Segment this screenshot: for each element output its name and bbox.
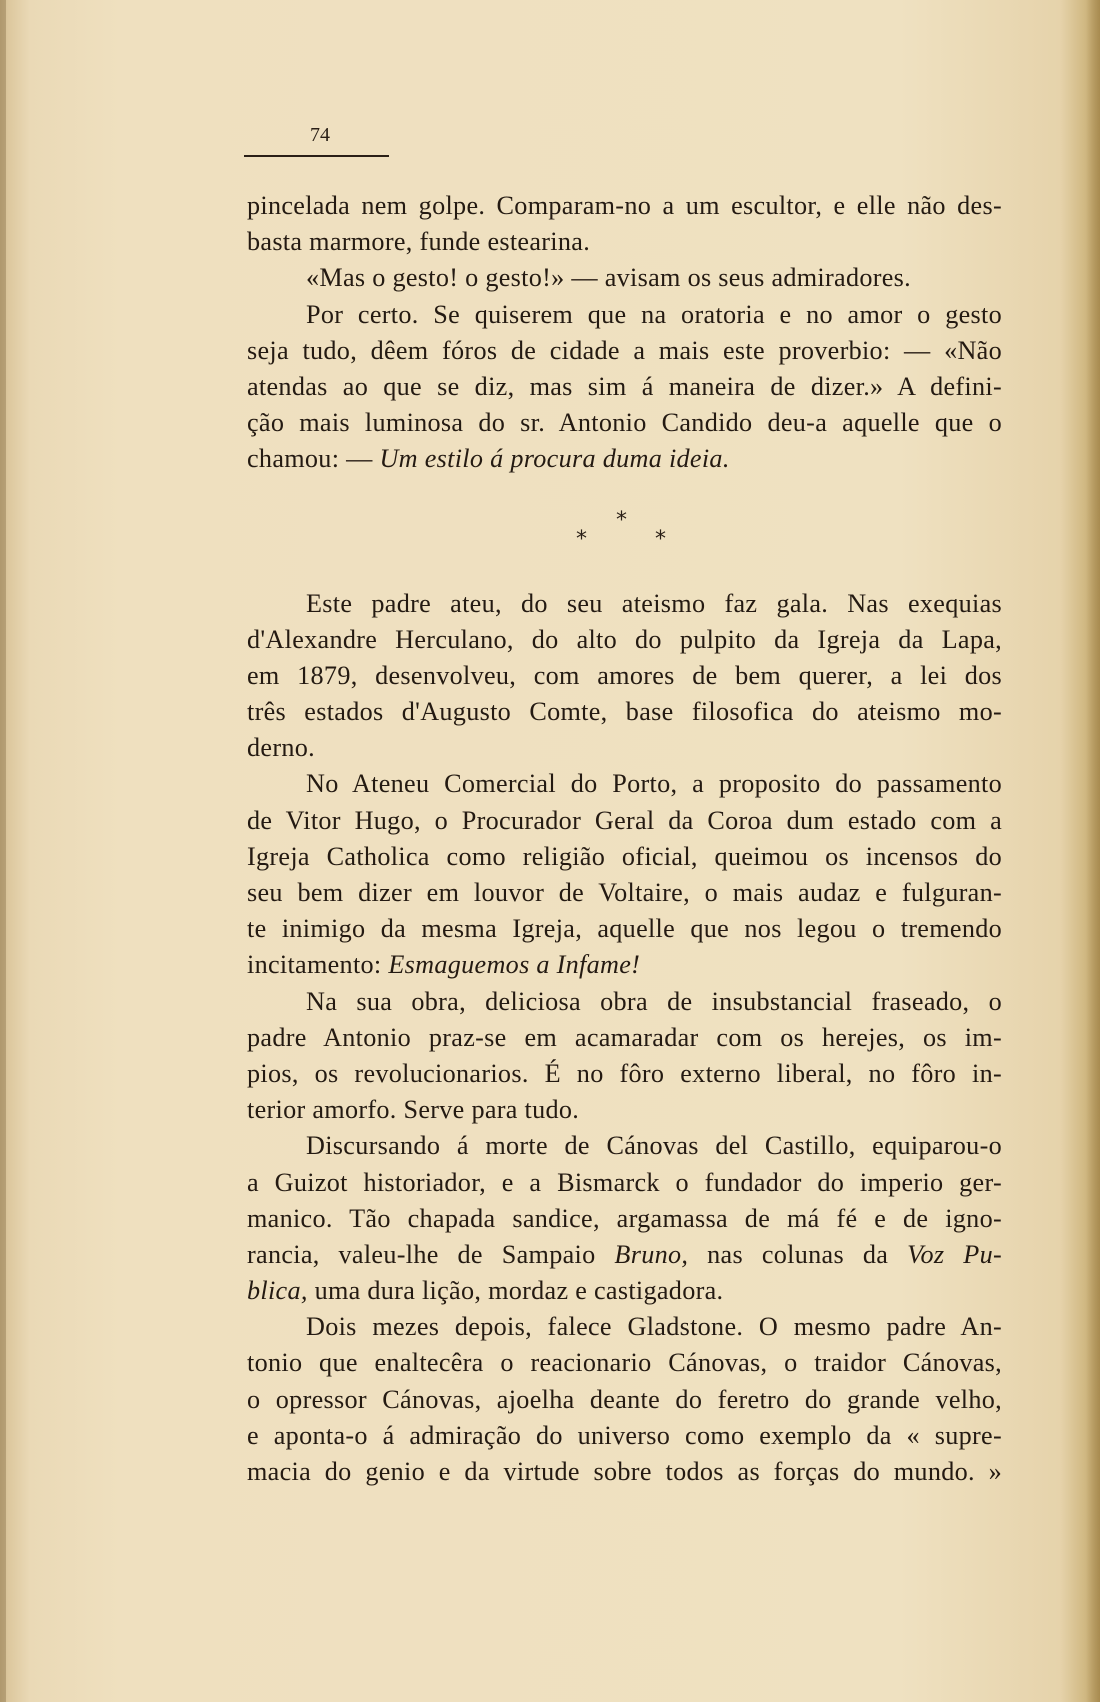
text-line: o opressor Cánovas, ajoelha deante do feretro do grande velho, [247, 1384, 1002, 1414]
text-line: Dois mezes depois, falece Gladstone. O mesmo padre An- [306, 1312, 1002, 1342]
text-line [247, 1237, 1002, 1273]
text-line: pincelada nem golpe. Comparam-no a um escultor, e elle não des- [247, 191, 1002, 220]
text-line: tonio que enaltecêra o reacionario Cánovas, o traidor Cánovas, [247, 1348, 1002, 1378]
text-line: em 1879, desenvolveu, com amores de bem querer, a lei dos [247, 660, 1002, 690]
text-line: seja tudo, dêem fóros de cidade a mais este proverbio: — «Não [247, 335, 1002, 365]
text-line: manico. Tão chapada sandice, argamassa de má fé e de igno- [247, 1203, 1002, 1233]
text-line: d'Alexandre Herculano, do alto do pulpito da Igreja da Lapa, [247, 624, 1002, 654]
text-line [247, 947, 1002, 983]
text-line: pios, os revolucionarios. É no fôro externo liberal, no fôro in- [247, 1058, 1002, 1088]
italic-name: Bruno, [614, 1239, 689, 1269]
line-text: uma dura lição, mordaz e castigadora. [307, 1276, 724, 1306]
line-text: nas colunas da [688, 1239, 908, 1269]
italic-quote: Um estilo á procura duma ideia. [379, 444, 730, 474]
italic-title: Voz Pu- [907, 1239, 1002, 1269]
asterisk: * [616, 507, 628, 533]
text-line: Por certo. Se quiserem que na oratoria e no amor o gesto [306, 299, 1002, 329]
text-line: Igreja Catholica como religião oficial, queimou os incensos do [247, 841, 1002, 871]
section-break [247, 478, 1002, 586]
italic-quote: Esmaguemos a Infame! [388, 950, 641, 980]
text-line: No Ateneu Comercial do Porto, a proposito do passamento [306, 769, 1002, 799]
asterisk: * [576, 526, 588, 552]
text-line: e aponta-o á admiração do universo como exemplo da « supre- [247, 1420, 1002, 1450]
text-line: seu bem dizer em louvor de Voltaire, o mais audaz e fulguran- [247, 878, 1002, 907]
text-line: padre Antonio praz-se em acamaradar com os herejes, os im- [247, 1022, 1002, 1052]
text-line: a Guizot historiador, e a Bismarck o fundador do imperio ger- [247, 1167, 1002, 1197]
page-right-edge [1086, 0, 1100, 1702]
text-line: te inimigo da mesma Igreja, aquelle que nos legou o tremendo [247, 914, 1002, 944]
body-text [247, 188, 1002, 1490]
text-line: Discursando á morte de Cánovas del Castillo, equiparou-o [306, 1131, 1002, 1161]
text-line [247, 1273, 1002, 1309]
text-line: Este padre ateu, do seu ateismo faz gala. Nas exequias [306, 588, 1002, 618]
text-line: macia do genio e da virtude sobre todos as forças do mundo. » [247, 1457, 1002, 1486]
text-line [247, 441, 1002, 477]
text-line: «Mas o gesto! o gesto!» — avisam os seus admiradores. [306, 263, 912, 293]
text-line: atendas ao que se diz, mas sim á maneira de dizer.» A defini- [247, 371, 1002, 401]
text-line: derno. [247, 733, 315, 763]
text-line: ção mais luminosa do sr. Antonio Candido deu-a aquelle que o [247, 408, 1002, 438]
text-line: basta marmore, funde estearina. [247, 227, 591, 257]
line-text: chamou: — [247, 444, 380, 474]
line-text: rancia, valeu-lhe de Sampaio [247, 1239, 615, 1269]
italic-title: blica, [247, 1276, 308, 1306]
page-number: 74 [310, 124, 330, 146]
page-number-rule [244, 155, 389, 157]
text-line: três estados d'Augusto Comte, base filosofica do ateismo mo- [247, 697, 1002, 727]
text-line: terior amorfo. Serve para tudo. [247, 1095, 580, 1125]
text-line: Na sua obra, deliciosa obra de insubstancial fraseado, o [306, 986, 1002, 1016]
page-left-edge [0, 0, 6, 1702]
text-line: de Vitor Hugo, o Procurador Geral da Coroa dum estado com a [247, 805, 1002, 835]
line-text: incitamento: [247, 950, 389, 980]
asterisk: * [655, 526, 667, 552]
